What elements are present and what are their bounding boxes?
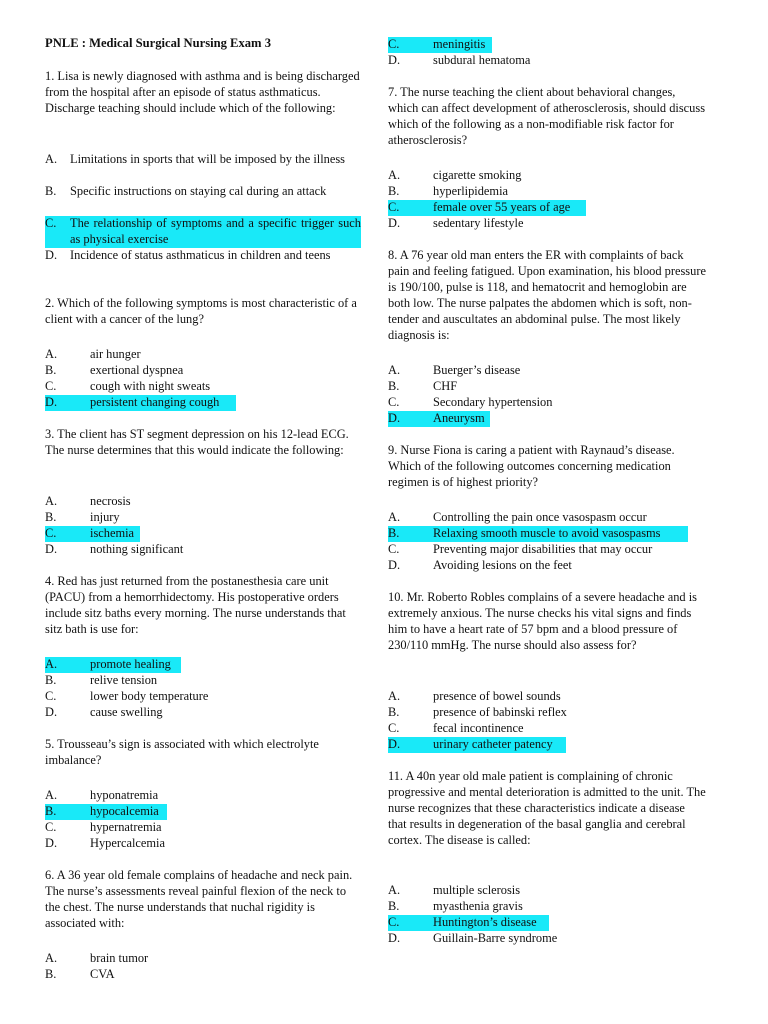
question-2-option-c[interactable] xyxy=(45,379,245,395)
option-text: The relationship of symptoms and a specific trigger such as physical exercise xyxy=(70,216,361,246)
option-letter: A. xyxy=(388,363,401,377)
option-text: multiple sclerosis xyxy=(433,883,521,897)
option-text: presence of bowel sounds xyxy=(433,689,561,703)
option-letter: C. xyxy=(388,542,400,556)
option-text: Huntington’s disease xyxy=(433,915,537,929)
question-10-option-d[interactable] xyxy=(388,737,566,753)
option-letter: B. xyxy=(388,184,400,198)
option-letter: D. xyxy=(45,705,58,719)
question-6-option-d[interactable] xyxy=(388,53,588,69)
option-letter: B. xyxy=(388,899,400,913)
question-6-option-a[interactable] xyxy=(45,951,245,967)
option-letter: C. xyxy=(45,526,57,540)
question-8-option-d[interactable] xyxy=(388,411,490,427)
option-letter: C. xyxy=(45,820,57,834)
option-letter: D. xyxy=(45,836,58,850)
option-letter: A. xyxy=(45,494,58,508)
option-letter: C. xyxy=(45,689,57,703)
question-3-option-b[interactable] xyxy=(45,510,245,526)
question-11-option-c[interactable] xyxy=(388,915,549,931)
option-text: lower body temperature xyxy=(90,689,209,703)
question-6-option-b[interactable] xyxy=(45,967,245,983)
question-4-stem: 4. Red has just returned from the postanesthesia care unit (PACU) from a hemorrhidectomy. His postoperative orders include sitz baths every morning. The nurse understands that sitz bath is use for: xyxy=(45,574,346,636)
question-6-stem: 6. A 36 year old female complains of headache and neck pain. The nurse’s assessments reveal painful flexion of the neck to the chest. The nurse understands that nuchal rigidity is associated with: xyxy=(45,868,353,930)
question-11-option-a[interactable] xyxy=(388,883,608,899)
option-letter: B. xyxy=(45,804,57,818)
question-2-option-b[interactable] xyxy=(45,363,245,379)
option-letter: B. xyxy=(388,705,400,719)
option-text: persistent changing cough xyxy=(90,395,220,409)
option-letter: D. xyxy=(388,737,401,751)
option-letter: C. xyxy=(388,37,400,51)
option-letter: A. xyxy=(388,689,401,703)
option-letter: C. xyxy=(388,395,400,409)
question-9-option-a[interactable] xyxy=(388,510,688,526)
option-text: hyponatremia xyxy=(90,788,159,802)
option-letter: D. xyxy=(388,53,401,67)
option-letter: D. xyxy=(388,931,401,945)
option-text: CVA xyxy=(90,967,115,981)
question-1-option-d[interactable] xyxy=(45,248,361,264)
question-2-option-d[interactable] xyxy=(45,395,236,411)
question-1-option-b[interactable] xyxy=(45,184,361,200)
option-text: cause swelling xyxy=(90,705,163,719)
option-text: relive tension xyxy=(90,673,158,687)
question-10-stem: 10. Mr. Roberto Robles complains of a severe headache and is extremely anxious. The nurse checks his vital signs and finds him to have a heart rate of 57 bpm and a blood pressure of 230/110 mmHg. The nurse should also assess for? xyxy=(388,590,697,652)
option-text: fecal incontinence xyxy=(433,721,524,735)
option-text: Relaxing smooth muscle to avoid vasospasms xyxy=(433,526,661,540)
question-5-option-a[interactable] xyxy=(45,788,245,804)
question-5-option-c[interactable] xyxy=(45,820,245,836)
question-4-option-b[interactable] xyxy=(45,673,245,689)
question-5-option-b[interactable] xyxy=(45,804,167,820)
option-text: exertional dyspnea xyxy=(90,363,184,377)
question-3-option-c[interactable] xyxy=(45,526,140,542)
option-text: Buerger’s disease xyxy=(433,363,521,377)
question-11-stem: 11. A 40n year old male patient is complaining of chronic progressive and mental deterioration is admitted to the unit. The nurse recognizes that these characteristics indicate a disease that results in degeneration of the basal ganglia and cerebral cortex. The disease is called: xyxy=(388,769,706,847)
option-letter: D. xyxy=(388,216,401,230)
option-text: hyperlipidemia xyxy=(433,184,509,198)
option-letter: D. xyxy=(388,558,401,572)
option-letter: C. xyxy=(388,200,400,214)
option-letter: C. xyxy=(388,915,400,929)
option-letter: D. xyxy=(45,248,58,262)
option-text: CHF xyxy=(433,379,458,393)
question-8-option-c[interactable] xyxy=(388,395,588,411)
question-1-stem: 1. Lisa is newly diagnosed with asthma and is being discharged from the hospital after an episode of status asthmaticus. Discharge teaching should include which of the following: xyxy=(45,69,360,115)
option-text: myasthenia gravis xyxy=(433,899,523,913)
option-letter: A. xyxy=(45,951,58,965)
question-6-option-c[interactable] xyxy=(388,37,492,53)
option-letter: B. xyxy=(45,510,57,524)
option-letter: B. xyxy=(45,363,57,377)
question-10-option-a[interactable] xyxy=(388,689,608,705)
question-5-stem: 5. Trousseau’s sign is associated with which electrolyte imbalance? xyxy=(45,737,319,767)
option-letter: A. xyxy=(388,510,401,524)
option-letter: A. xyxy=(45,152,58,166)
option-text: air hunger xyxy=(90,347,141,361)
option-text: subdural hematoma xyxy=(433,53,531,67)
question-8-option-a[interactable] xyxy=(388,363,588,379)
option-letter: D. xyxy=(388,411,401,425)
question-7-option-d[interactable] xyxy=(388,216,588,232)
option-text: ischemia xyxy=(90,526,135,540)
option-letter: B. xyxy=(388,526,400,540)
question-7-option-a[interactable] xyxy=(388,168,588,184)
question-7-option-b[interactable] xyxy=(388,184,588,200)
option-letter: C. xyxy=(45,216,57,230)
option-text: Avoiding lesions on the feet xyxy=(433,558,572,572)
question-3-stem: 3. The client has ST segment depression on his 12-lead ECG. The nurse determines that this would indicate the following: xyxy=(45,427,349,457)
option-text: Specific instructions on staying cal during an attack xyxy=(70,184,327,198)
option-text: Aneurysm xyxy=(433,411,485,425)
question-4-option-d[interactable] xyxy=(45,705,245,721)
question-4-option-c[interactable] xyxy=(45,689,245,705)
option-text: Guillain-Barre syndrome xyxy=(433,931,558,945)
question-3-option-d[interactable] xyxy=(45,542,245,558)
option-text: Incidence of status asthmaticus in children and teens xyxy=(70,248,331,262)
option-letter: A. xyxy=(45,347,58,361)
option-text: cigarette smoking xyxy=(433,168,522,182)
question-1-option-a[interactable] xyxy=(45,152,361,168)
option-letter: A. xyxy=(45,788,58,802)
option-letter: D. xyxy=(45,395,58,409)
question-8-option-b[interactable] xyxy=(388,379,588,395)
question-7-stem: 7. The nurse teaching the client about behavioral changes, which can affect development of atherosclerosis, should discuss which of the following as a non-modifiable risk factor for atherosclerosis? xyxy=(388,85,706,147)
question-5-option-d[interactable] xyxy=(45,836,245,852)
option-text: Hypercalcemia xyxy=(90,836,165,850)
option-text: female over 55 years of age xyxy=(433,200,571,214)
option-text: meningitis xyxy=(433,37,486,51)
option-text: urinary catheter patency xyxy=(433,737,553,751)
option-letter: D. xyxy=(45,542,58,556)
question-8-stem: 8. A 76 year old man enters the ER with complaints of back pain and feeling fatigued. Upon examination, his blood pressure is 190/100, pulse is 118, and hematocrit and hemoglobin are both low. The nurse palpates the abdomen which is soft, non-tender and auscultates an abdominal pulse. The most likely diagnosis is: xyxy=(388,248,706,342)
question-2-option-a[interactable] xyxy=(45,347,245,363)
option-text: sedentary lifestyle xyxy=(433,216,524,230)
option-letter: A. xyxy=(388,168,401,182)
option-letter: C. xyxy=(45,379,57,393)
option-letter: A. xyxy=(45,657,58,671)
option-letter: C. xyxy=(388,721,400,735)
question-4-option-a[interactable] xyxy=(45,657,181,673)
option-text: cough with night sweats xyxy=(90,379,211,393)
question-2-stem: 2. Which of the following symptoms is most characteristic of a client with a cancer of the lung? xyxy=(45,296,357,326)
question-10-option-c[interactable] xyxy=(388,721,608,737)
question-9-option-c[interactable] xyxy=(388,542,688,558)
option-text: injury xyxy=(90,510,120,524)
option-text: Controlling the pain once vasospasm occur xyxy=(433,510,647,524)
option-text: hypocalcemia xyxy=(90,804,159,818)
option-text: brain tumor xyxy=(90,951,149,965)
option-letter: B. xyxy=(45,967,57,981)
question-9-stem: 9. Nurse Fiona is caring a patient with Raynaud’s disease. Which of the following outcomes concerning medication regimen is of highest priority? xyxy=(388,443,675,489)
option-letter: B. xyxy=(45,673,57,687)
question-11-option-b[interactable] xyxy=(388,899,608,915)
question-3-option-a[interactable] xyxy=(45,494,245,510)
option-text: Secondary hypertension xyxy=(433,395,553,409)
option-text: promote healing xyxy=(90,657,171,671)
question-10-option-b[interactable] xyxy=(388,705,608,721)
exam-title: PNLE : Medical Surgical Nursing Exam 3 xyxy=(45,36,271,50)
question-7-option-c[interactable] xyxy=(388,200,586,216)
question-1-option-c[interactable] xyxy=(45,216,361,248)
option-text: presence of babinski reflex xyxy=(433,705,567,719)
option-letter: B. xyxy=(388,379,400,393)
option-letter: B. xyxy=(45,184,57,198)
option-text: nothing significant xyxy=(90,542,184,556)
question-9-option-d[interactable] xyxy=(388,558,688,574)
option-text: Preventing major disabilities that may occur xyxy=(433,542,653,556)
option-text: Limitations in sports that will be imposed by the illness xyxy=(70,152,345,166)
option-text: necrosis xyxy=(90,494,131,508)
option-letter: A. xyxy=(388,883,401,897)
question-9-option-b[interactable] xyxy=(388,526,688,542)
option-text: hypernatremia xyxy=(90,820,162,834)
question-11-option-d[interactable] xyxy=(388,931,608,947)
